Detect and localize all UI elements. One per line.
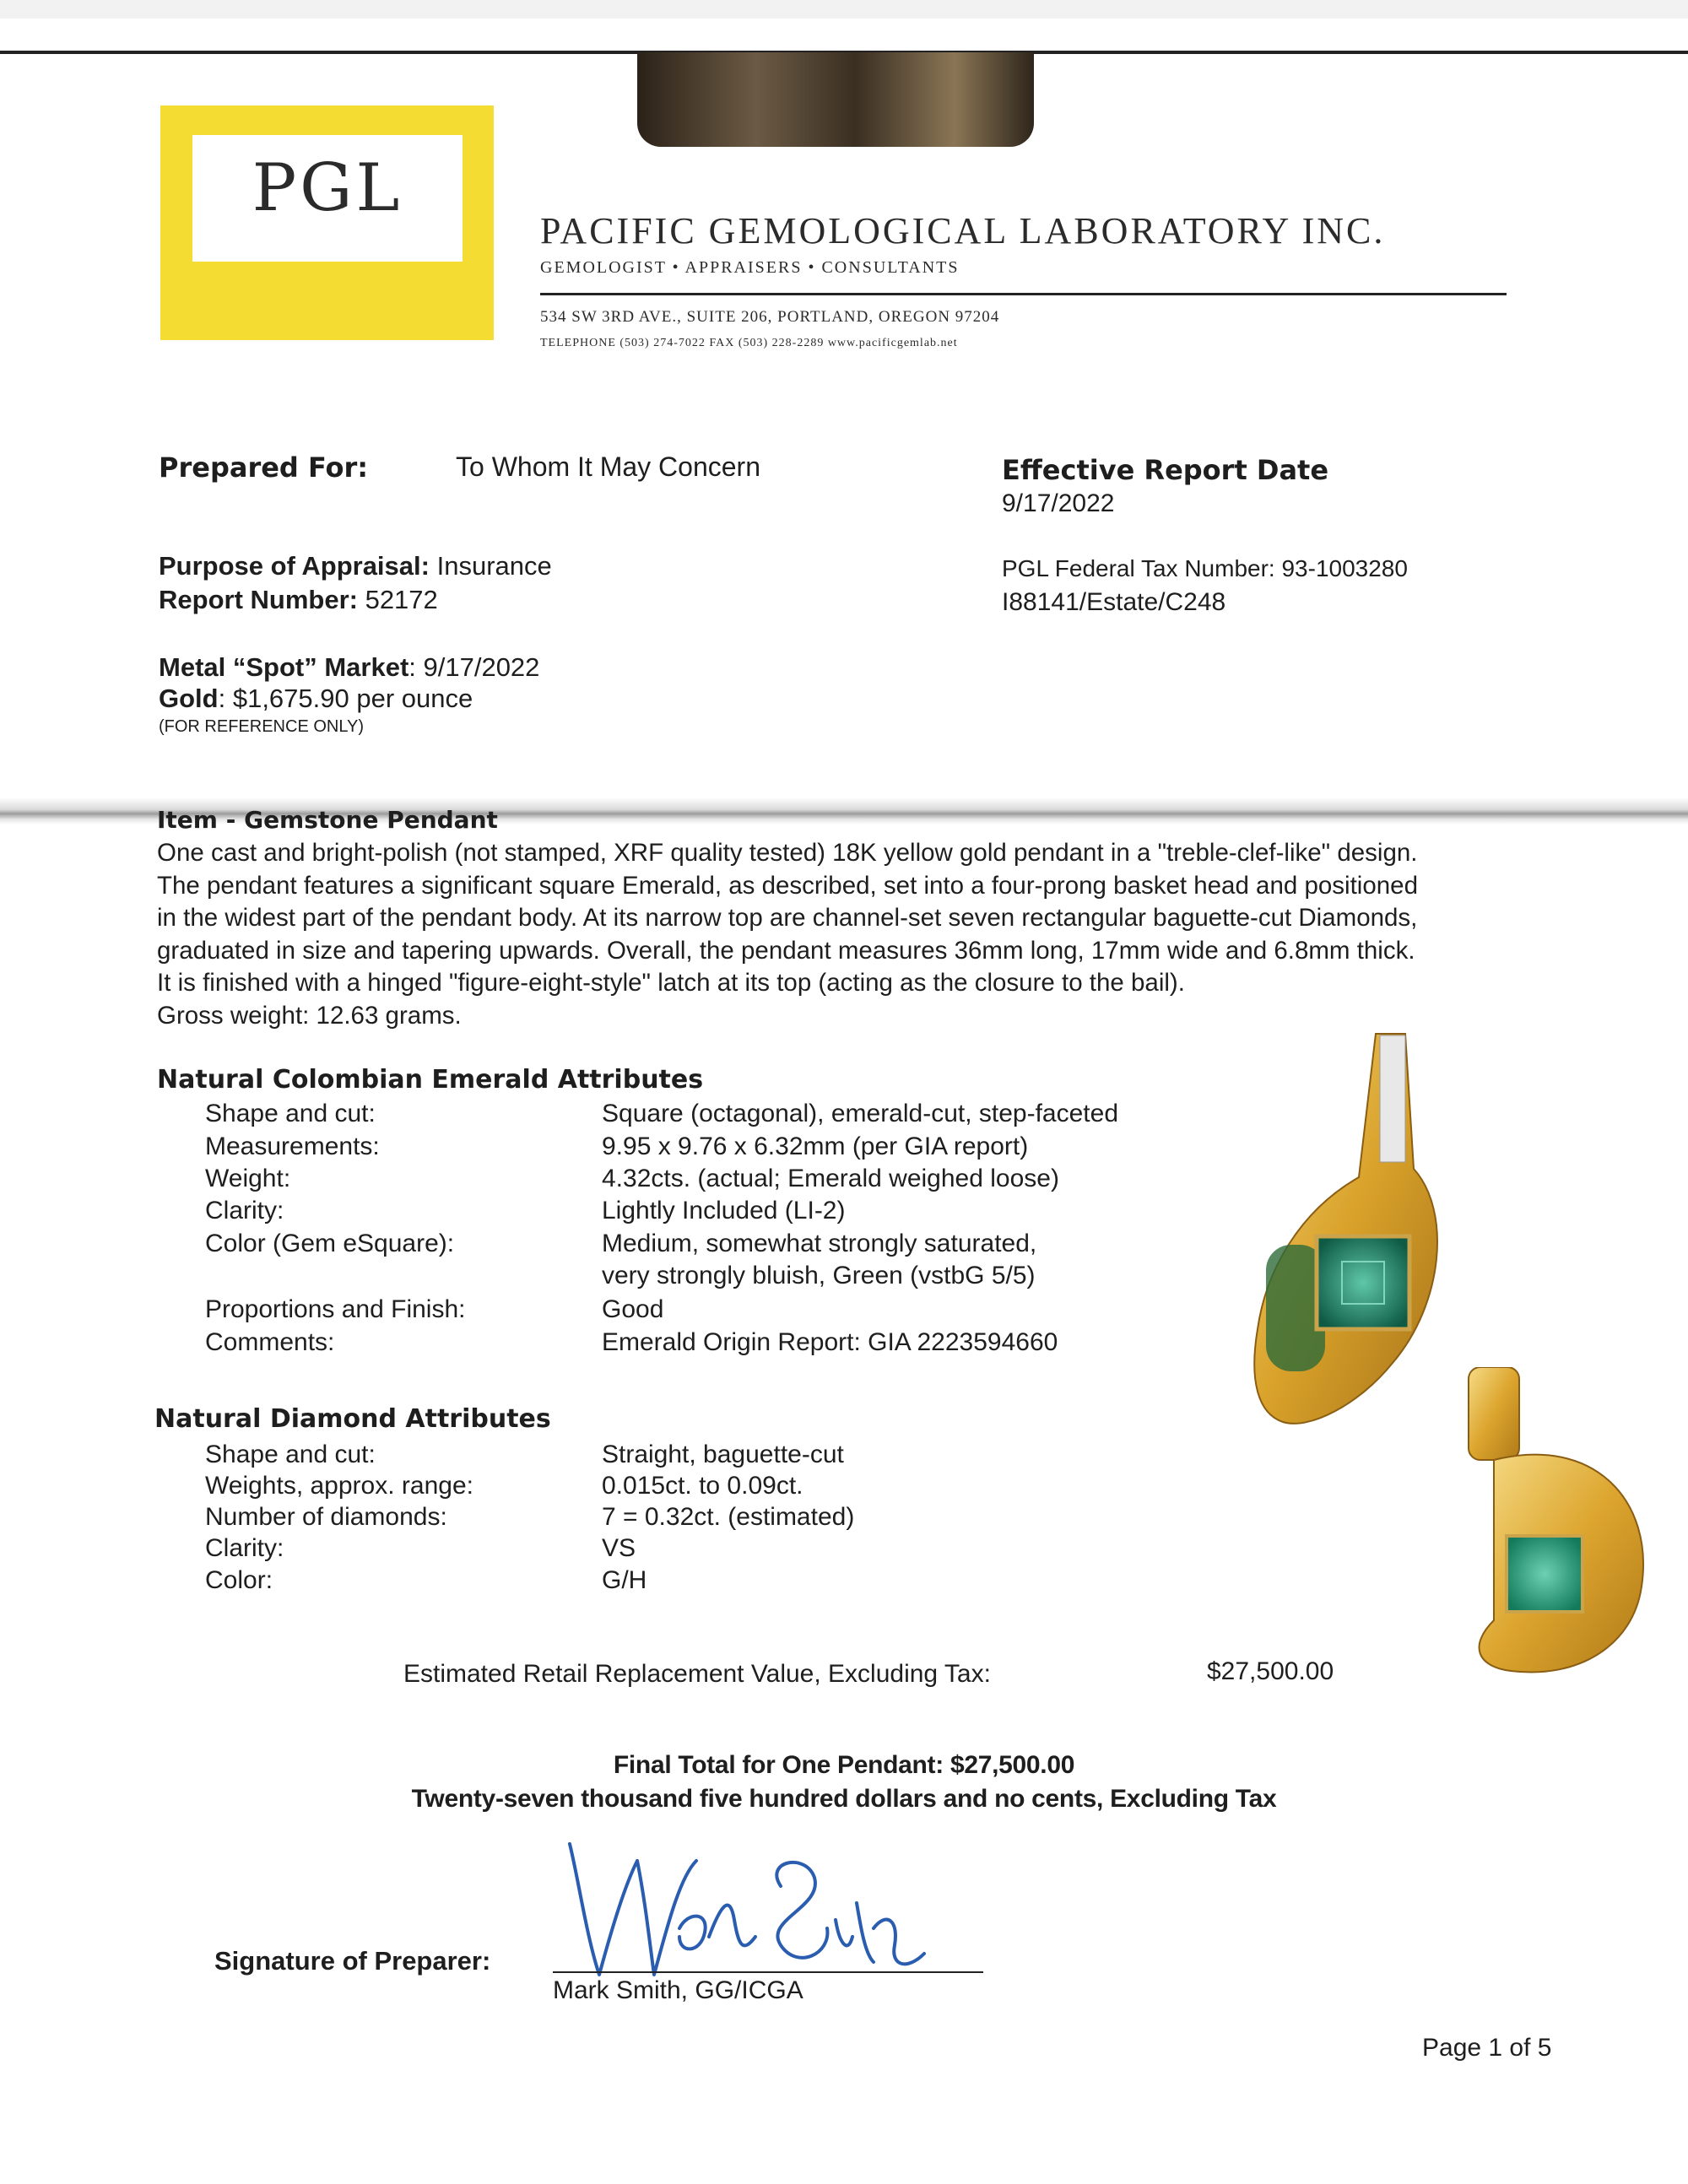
attr-value: Good (602, 1295, 664, 1323)
attr-value: 4.32cts. (actual; Emerald weighed loose) (602, 1165, 1059, 1192)
lab-phone: TELEPHONE (503) 274-7022 FAX (503) 228-2289 www.pacificgemlab.net (540, 337, 958, 349)
pendant-photo-front (1232, 1025, 1485, 1447)
description-line: It is finished with a hinged "figure-eight-style" latch at its top (acting as the closure to the bail). (157, 969, 1185, 997)
effective-date-value: 9/17/2022 (1002, 489, 1115, 517)
description-line: One cast and bright-polish (not stamped, XRF quality tested) 18K yellow gold pendant in a "treble-clef-like" design. (157, 839, 1418, 867)
total-in-words: Twenty-seven thousand five hundred dollars and no cents, Excluding Tax (411, 1785, 1277, 1813)
attr-label: Color (Gem eSquare): (205, 1230, 455, 1257)
lab-address: 534 SW 3RD AVE., SUITE 206, PORTLAND, OREGON 97204 (540, 308, 1000, 326)
gold-label: Gold (159, 684, 219, 713)
logo-text: PGL (252, 150, 403, 226)
attr-label: Clarity: (205, 1197, 284, 1224)
lab-name: PACIFIC GEMOLOGICAL LABORATORY INC. (540, 210, 1386, 251)
attr-value: Lightly Included (LI-2) (602, 1197, 846, 1224)
effective-date-label: Effective Report Date (1002, 454, 1329, 486)
attr-value: very strongly bluish, Green (vstbG 5/5) (602, 1262, 1036, 1289)
prepared-for-value: To Whom It May Concern (456, 451, 760, 482)
scan-clip-shadow (637, 52, 1034, 147)
metal-value: : 9/17/2022 (408, 652, 540, 682)
attr-value: Square (octagonal), emerald-cut, step-faceted (602, 1100, 1118, 1127)
metal-line (159, 652, 539, 683)
attr-label: Measurements: (205, 1133, 380, 1160)
attr-label: Weight: (205, 1165, 291, 1192)
diamond-title: Natural Diamond Attributes (154, 1404, 551, 1434)
attr-label: Clarity: (205, 1534, 284, 1562)
description-line: graduated in size and tapering upwards. Overall, the pendant measures 36mm long, 17mm wide and 6.8mm thick. (157, 936, 1415, 965)
gold-line (159, 684, 473, 714)
attr-label: Number of diamonds: (205, 1503, 447, 1531)
pendant-photo-side (1460, 1367, 1654, 1688)
purpose-value: Insurance (436, 551, 552, 581)
attr-value: 0.015ct. to 0.09ct. (602, 1472, 803, 1500)
attr-value: 9.95 x 9.76 x 6.32mm (per GIA report) (602, 1133, 1029, 1160)
scan-edge (0, 0, 1688, 19)
attr-label: Proportions and Finish: (205, 1295, 466, 1323)
estimate-label: Estimated Retail Replacement Value, Excluding Tax: (403, 1660, 991, 1688)
attr-label: Shape and cut: (205, 1100, 376, 1127)
report-value: 52172 (365, 585, 438, 614)
signature-label: Signature of Preparer: (214, 1946, 491, 1976)
emerald-title: Natural Colombian Emerald Attributes (157, 1065, 704, 1095)
attr-value: VS (602, 1534, 636, 1562)
gold-value: : $1,675.90 per ounce (218, 684, 473, 713)
estimate-value: $27,500.00 (1207, 1657, 1334, 1685)
page-number: Page 1 of 5 (1422, 2034, 1552, 2062)
attr-label: Shape and cut: (205, 1441, 376, 1468)
signature-line (553, 1971, 983, 1973)
item-title: Item - Gemstone Pendant (157, 806, 498, 834)
tax-number: PGL Federal Tax Number: 93-1003280 (1002, 555, 1408, 581)
letterhead-rule (540, 293, 1507, 295)
attr-label: Comments: (205, 1328, 335, 1356)
attr-value: Straight, baguette-cut (602, 1441, 844, 1468)
attr-value: Medium, somewhat strongly saturated, (602, 1230, 1037, 1257)
attr-value: 7 = 0.32ct. (estimated) (602, 1503, 855, 1531)
signature-image (553, 1827, 950, 1987)
purpose-line (159, 551, 552, 581)
reference-note: (FOR REFERENCE ONLY) (159, 717, 364, 736)
attr-value: G/H (602, 1566, 647, 1594)
description-line: The pendant features a significant square Emerald, as described, set into a four-prong basket head and positioned (157, 871, 1418, 900)
attr-label: Color: (205, 1566, 273, 1594)
reference-code: I88141/Estate/C248 (1002, 588, 1226, 616)
purpose-label: Purpose of Appraisal: (159, 551, 430, 581)
logo-strip (160, 304, 494, 340)
report-line (159, 585, 438, 615)
lab-subtitle: GEMOLOGIST • APPRAISERS • CONSULTANTS (540, 258, 960, 277)
final-total: Final Total for One Pendant: $27,500.00 (613, 1751, 1075, 1779)
description-line: Gross weight: 12.63 grams. (157, 1001, 462, 1030)
preparer-name: Mark Smith, GG/ICGA (553, 1976, 803, 2004)
prepared-for-label: Prepared For: (159, 451, 369, 484)
item-description (157, 837, 1575, 1032)
attr-label: Weights, approx. range: (205, 1472, 473, 1500)
metal-label: Metal “Spot” Market (159, 652, 409, 682)
description-line: in the widest part of the pendant body. At its narrow top are channel-set seven rectangular baguette-cut Diamonds, (157, 904, 1418, 932)
report-label: Report Number: (159, 585, 358, 614)
attr-value: Emerald Origin Report: GIA 2223594660 (602, 1328, 1058, 1356)
